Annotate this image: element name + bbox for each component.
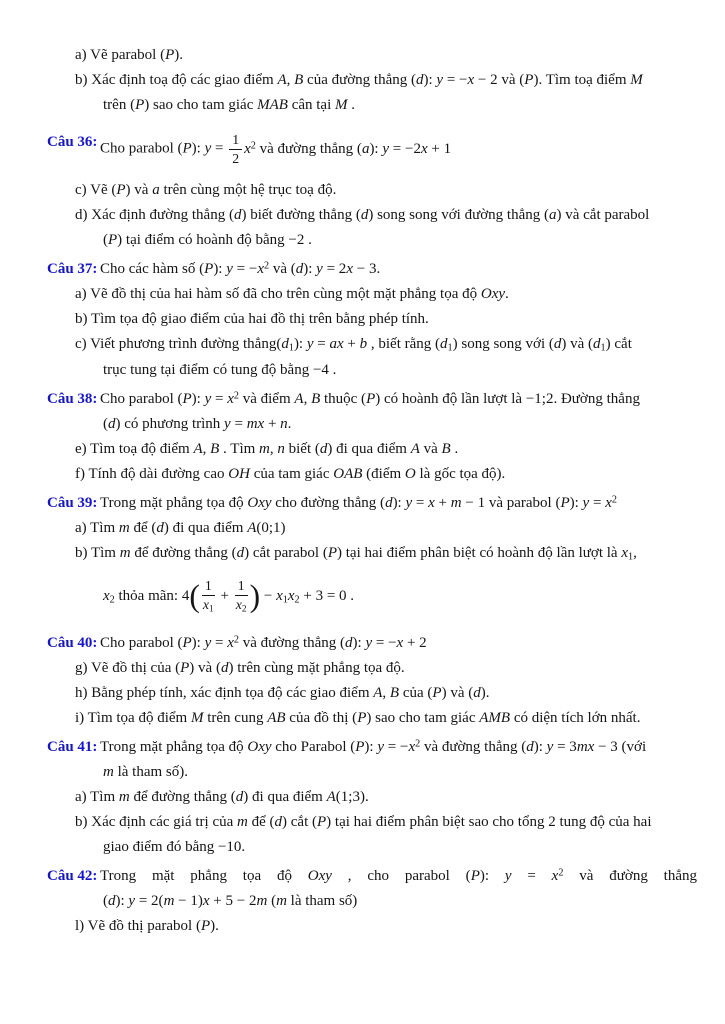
line-text: b) Tìm m để đường thẳng (d) cắt parabol (P) tại hai điểm phân biệt có hoành độ lần lượt là $x_1$, (75, 545, 637, 563)
big-parenthesis: ) (249, 578, 261, 614)
line-text: e) Tìm toạ độ điểm A, B . Tìm m, n biết (d) đi qua điểm A và B . (75, 441, 459, 458)
exercise-item-line (75, 519, 697, 537)
exercise-item-line (75, 465, 697, 483)
exercise-item-line (75, 544, 697, 564)
fraction: $\frac{1}{x_2}$ (235, 578, 247, 615)
exercise-item-line (75, 788, 697, 806)
continuation-line (103, 763, 697, 781)
exercise-item-line (75, 71, 697, 89)
line-text: (P) tại điểm có hoành độ bằng −2 . (103, 231, 312, 248)
line-text: m là tham số). (103, 763, 188, 780)
exercise-item-line (75, 310, 697, 328)
exercise-item-line (75, 440, 697, 458)
fraction: $\frac{1}{x_1}$ (202, 578, 214, 615)
continuation-line (103, 231, 697, 249)
exercise-item-line (75, 46, 697, 64)
question-heading (47, 125, 697, 174)
line-text: h) Bằng phép tính, xác định tọa độ các giao điểm A, B của (P) và (d). (75, 684, 490, 701)
exercise-item-line (75, 813, 697, 831)
question-label: Câu 41: (47, 738, 98, 755)
question-text: Cho parabol (P): $y = x^2$ và điểm A, B thuộc (P) có hoành độ lần lượt là −1;2. Đường thẳng (100, 390, 640, 408)
exercise-item-line (75, 684, 697, 702)
line-text: giao điểm đó bằng −10. (103, 838, 246, 855)
continuation-line (103, 892, 697, 910)
question-heading (47, 738, 697, 756)
line-text: a) Vẽ đồ thị của hai hàm số đã cho trên cùng một mặt phẳng tọa độ Oxy. (75, 285, 509, 302)
continuation-line (103, 415, 697, 433)
continuation-line (103, 571, 697, 623)
question-text: Cho parabol (P): y = $\frac{1}{2}$ $x^2$ và đường thẳng (a): y = −2x + 1 (100, 132, 452, 166)
question-text: Trong mặt phẳng tọa độ Oxy cho đường thẳng (d): y = x + m − 1 và parabol (P): $y = x^2$ (100, 494, 617, 512)
question-label: Câu 42: (47, 867, 98, 884)
line-text: b) Xác định toạ độ các giao điểm A, B của đường thẳng (d): y = −x − 2 và (P). Tìm toạ điểm M (75, 72, 643, 88)
question-heading (47, 634, 697, 652)
line-text: c) Viết phương trình đường $thẳng(d_1)$: y = ax + b , biết rằng $(d_1)$ song song với (d) và $(d_1)$ cắt (75, 335, 632, 354)
question-heading (47, 867, 697, 885)
question-label: Câu 37: (47, 260, 98, 277)
question-label: Câu 38: (47, 391, 98, 408)
exercise-item-line (75, 917, 697, 935)
big-parenthesis: ( (189, 578, 200, 614)
question-label: Câu 36: (47, 134, 98, 150)
line-text: b) Tìm tọa độ giao điểm của hai đồ thị trên bằng phép tính. (75, 310, 429, 327)
line-text: trục tung tại điểm có tung độ bằng −4 . (103, 362, 337, 379)
continuation-line (103, 361, 697, 379)
exercise-item-line (75, 709, 697, 727)
line-text: g) Vẽ đồ thị của (P) và (d) trên cùng mặt phẳng tọa độ. (75, 659, 405, 676)
question-text: Cho các hàm số (P): $y = -x^2$ và (d): y = 2x − 3. (100, 260, 381, 277)
line-text: l) Vẽ đồ thị parabol (P). (75, 917, 219, 934)
line-text: a) Tìm m để (d) đi qua điểm A(0;1) (75, 520, 286, 537)
fraction: $\frac{1}{2}$ (229, 133, 242, 166)
question-heading (47, 390, 697, 408)
line-text: (d): y = 2(m − 1)x + 5 − 2m (m là tham số) (103, 892, 358, 909)
question-heading (47, 494, 697, 512)
line-text: f) Tính độ dài đường cao OH của tam giác OAB (điểm O là gốc tọa độ). (75, 466, 506, 483)
question-text: Cho parabol (P): $y = x^2$ và đường thẳng (d): y = −x + 2 (100, 634, 427, 651)
question-heading (47, 260, 697, 278)
line-text: b) Xác định các giá trị của m để (d) cắt (P) tại hai điểm phân biệt sao cho tổng 2 tung độ của hai (75, 813, 652, 830)
line-text: c) Vẽ (P) và a trên cùng một hệ trục toạ độ. (75, 181, 337, 198)
continuation-line (103, 838, 697, 856)
line-text: d) Xác định đường thẳng (d) biết đường thẳng (d) song song với đường thẳng (a) và cắt parabol (75, 206, 650, 223)
question-text: Trong mặt phẳng tọa độ Oxy cho Parabol (P): $y = -x^2$ và đường thẳng (d): y = 3mx − 3 (với (100, 738, 647, 755)
exercise-item-line (75, 335, 697, 355)
line-text: (d) có phương trình y = mx + n. (103, 416, 292, 433)
line-text: trên (P) sao cho tam giác MAB cân tại M . (103, 97, 356, 113)
continuation-line (103, 96, 697, 114)
question-label: Câu 39: (47, 495, 98, 512)
exercise-item-line (75, 206, 697, 224)
question-label: Câu 40: (47, 634, 98, 651)
exercise-item-line (75, 285, 697, 303)
line-text: i) Tìm tọa độ điểm M trên cung AB của đồ thị (P) sao cho tam giác AMB có diện tích lớn nhất. (75, 709, 641, 726)
line-text: a) Tìm m để đường thẳng (d) đi qua điểm A(1;3). (75, 788, 369, 805)
line-text: $x_2$ thỏa mãn: 4( $\frac{1}{x_1}$ + $\frac{1}{x_2}$ ) − $x_1x_2 + 3 = 0$ . (103, 578, 355, 615)
question-text: Trong mặt phẳng tọa độ Oxy , cho parabol (P): $y = x^2$ và đường thẳng (100, 867, 697, 884)
exercise-item-line (75, 181, 697, 199)
exercise-item-line (75, 659, 697, 677)
line-text: a) Vẽ parabol (P). (75, 47, 184, 63)
